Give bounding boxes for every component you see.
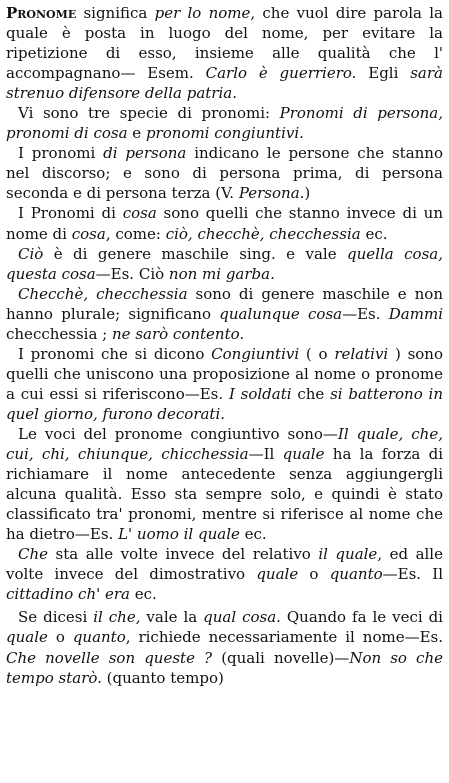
- text-run: indicano le persone che stanno nel discorso; e sono di persona prima, di persona seconda e di persona terza (V.: [6, 144, 443, 203]
- italic-text: Non so che tempo starò.: [6, 648, 443, 687]
- italic-text: Il quale, che, cui, chi, chiunque, chicchessia: [6, 424, 443, 464]
- text-run: ec.: [360, 224, 388, 243]
- italic-text: Carlo è guerriero.: [205, 64, 357, 83]
- text-run: , richiede necessariamente il nome—Es.: [125, 628, 443, 647]
- italic-text: sarà strenuo difensore della patria.: [6, 64, 443, 103]
- text-run: checchessia ;: [6, 324, 113, 343]
- text-run: Egli: [356, 64, 411, 83]
- italic-text: quella cosa, questa cosa: [6, 244, 443, 283]
- text-run: ) sono quelli che uniscono una proposizione al nome o pronome a cui essi si riferiscono—Es.: [6, 344, 443, 403]
- paragraph: [6, 3, 443, 103]
- italic-text: si batterono in quel giorno, furono decorati.: [6, 384, 444, 423]
- text-run: ): [304, 184, 311, 203]
- paragraph: [6, 103, 443, 143]
- text-run: Le voci del pronome congiuntivo sono—: [18, 424, 338, 443]
- paragraph: [6, 424, 443, 544]
- italic-text: pronomi congiuntivi.: [145, 124, 304, 143]
- italic-text: qualunque cosa: [219, 304, 343, 323]
- italic-text: relativi: [334, 344, 389, 363]
- italic-text: Ciò: [18, 244, 44, 263]
- italic-text: il che,: [93, 608, 141, 627]
- text-run: o: [298, 565, 330, 584]
- italic-text: Che: [18, 545, 49, 564]
- text-run: Vi sono tre specie di pronomi:: [18, 104, 280, 123]
- text-run: I pronomi che si dicono: [18, 344, 212, 363]
- entry-term: Pronome: [6, 4, 77, 22]
- italic-text: il quale: [318, 545, 378, 564]
- italic-text: cosa: [122, 204, 157, 223]
- text-run: ha la forza di richiamare il nome antecedente senza aggiungergli alcuna qualità. Esso sta sempre solo, e quindi è stato classificato tra' pronomi, mentre si riferisce al nome che ha dietro—Es.: [6, 445, 443, 544]
- text-run: ec.: [239, 525, 267, 544]
- italic-text: cittadino ch' era: [6, 585, 130, 604]
- italic-text: Checchè, checchessia: [18, 284, 188, 303]
- italic-text: Dammi: [388, 304, 443, 323]
- text-run: sta alle volte invece del relativo: [48, 545, 319, 564]
- text-run: , come:: [105, 224, 166, 243]
- text-column: [6, 3, 443, 688]
- text-run: Se dicesi: [18, 608, 94, 627]
- text-run: sono di genere maschile e non hanno plurale; significano: [6, 284, 443, 323]
- text-run: o: [47, 628, 73, 647]
- paragraph: [6, 607, 443, 687]
- text-run: , che vuol dire parola la quale è posta in luogo del nome, per evitare la ripetizione di esso, insieme alle qualità che l' accompagnano— Esem.: [6, 4, 443, 83]
- text-run: (quali novelle)—: [212, 648, 350, 667]
- paragraph: [6, 544, 443, 604]
- italic-text: L' uomo il quale: [118, 525, 240, 544]
- italic-text: ne sarò contento.: [112, 324, 245, 343]
- text-run: è di genere maschile sing. e vale: [43, 244, 348, 263]
- paragraph: [6, 284, 443, 344]
- italic-text: Pronomi di persona, pronomi di cosa: [6, 104, 443, 143]
- italic-text: Congiuntivi: [211, 344, 300, 363]
- text-run: —Es.: [342, 304, 389, 323]
- text-run: I Pronomi di: [18, 204, 123, 223]
- paragraph: [6, 344, 443, 424]
- paragraph: [6, 143, 443, 203]
- italic-text: quale: [6, 628, 48, 647]
- italic-text: I soldati: [228, 384, 292, 403]
- italic-text: per lo nome: [154, 4, 251, 22]
- text-run: che: [291, 384, 331, 403]
- italic-text: quanto: [72, 628, 126, 647]
- italic-text: Che novelle son queste ?: [6, 648, 213, 667]
- italic-text: non mi garba.: [168, 264, 275, 283]
- paragraph: [6, 244, 443, 284]
- paragraph: [6, 203, 443, 243]
- italic-text: quale: [256, 565, 299, 584]
- italic-text: ciò, checchè, checchessia: [165, 224, 361, 243]
- text-run: (quanto tempo): [101, 668, 224, 687]
- text-run: I pronomi: [18, 144, 104, 163]
- text-run: ec.: [130, 585, 157, 604]
- text-run: —Il: [248, 445, 283, 464]
- italic-text: quale: [282, 445, 325, 464]
- text-run: vale la: [140, 608, 204, 627]
- text-run: e: [127, 124, 146, 143]
- text-run: —Es. Il: [382, 565, 444, 584]
- text-run: , ed alle volte invece del dimostrativo: [6, 545, 443, 584]
- italic-text: qual cosa: [203, 608, 277, 627]
- italic-text: quanto: [329, 565, 383, 584]
- italic-text: cosa: [71, 224, 106, 243]
- text-run: ( o: [299, 344, 335, 363]
- text-run: . Quando fa le veci di: [276, 608, 443, 627]
- italic-text: di persona: [103, 144, 187, 163]
- text-run: significa: [76, 4, 155, 22]
- text-run: sono quelli che stanno invece di un nome di: [6, 204, 443, 243]
- text-run: —Es. Ciò: [95, 264, 169, 283]
- italic-text: Persona.: [238, 184, 305, 203]
